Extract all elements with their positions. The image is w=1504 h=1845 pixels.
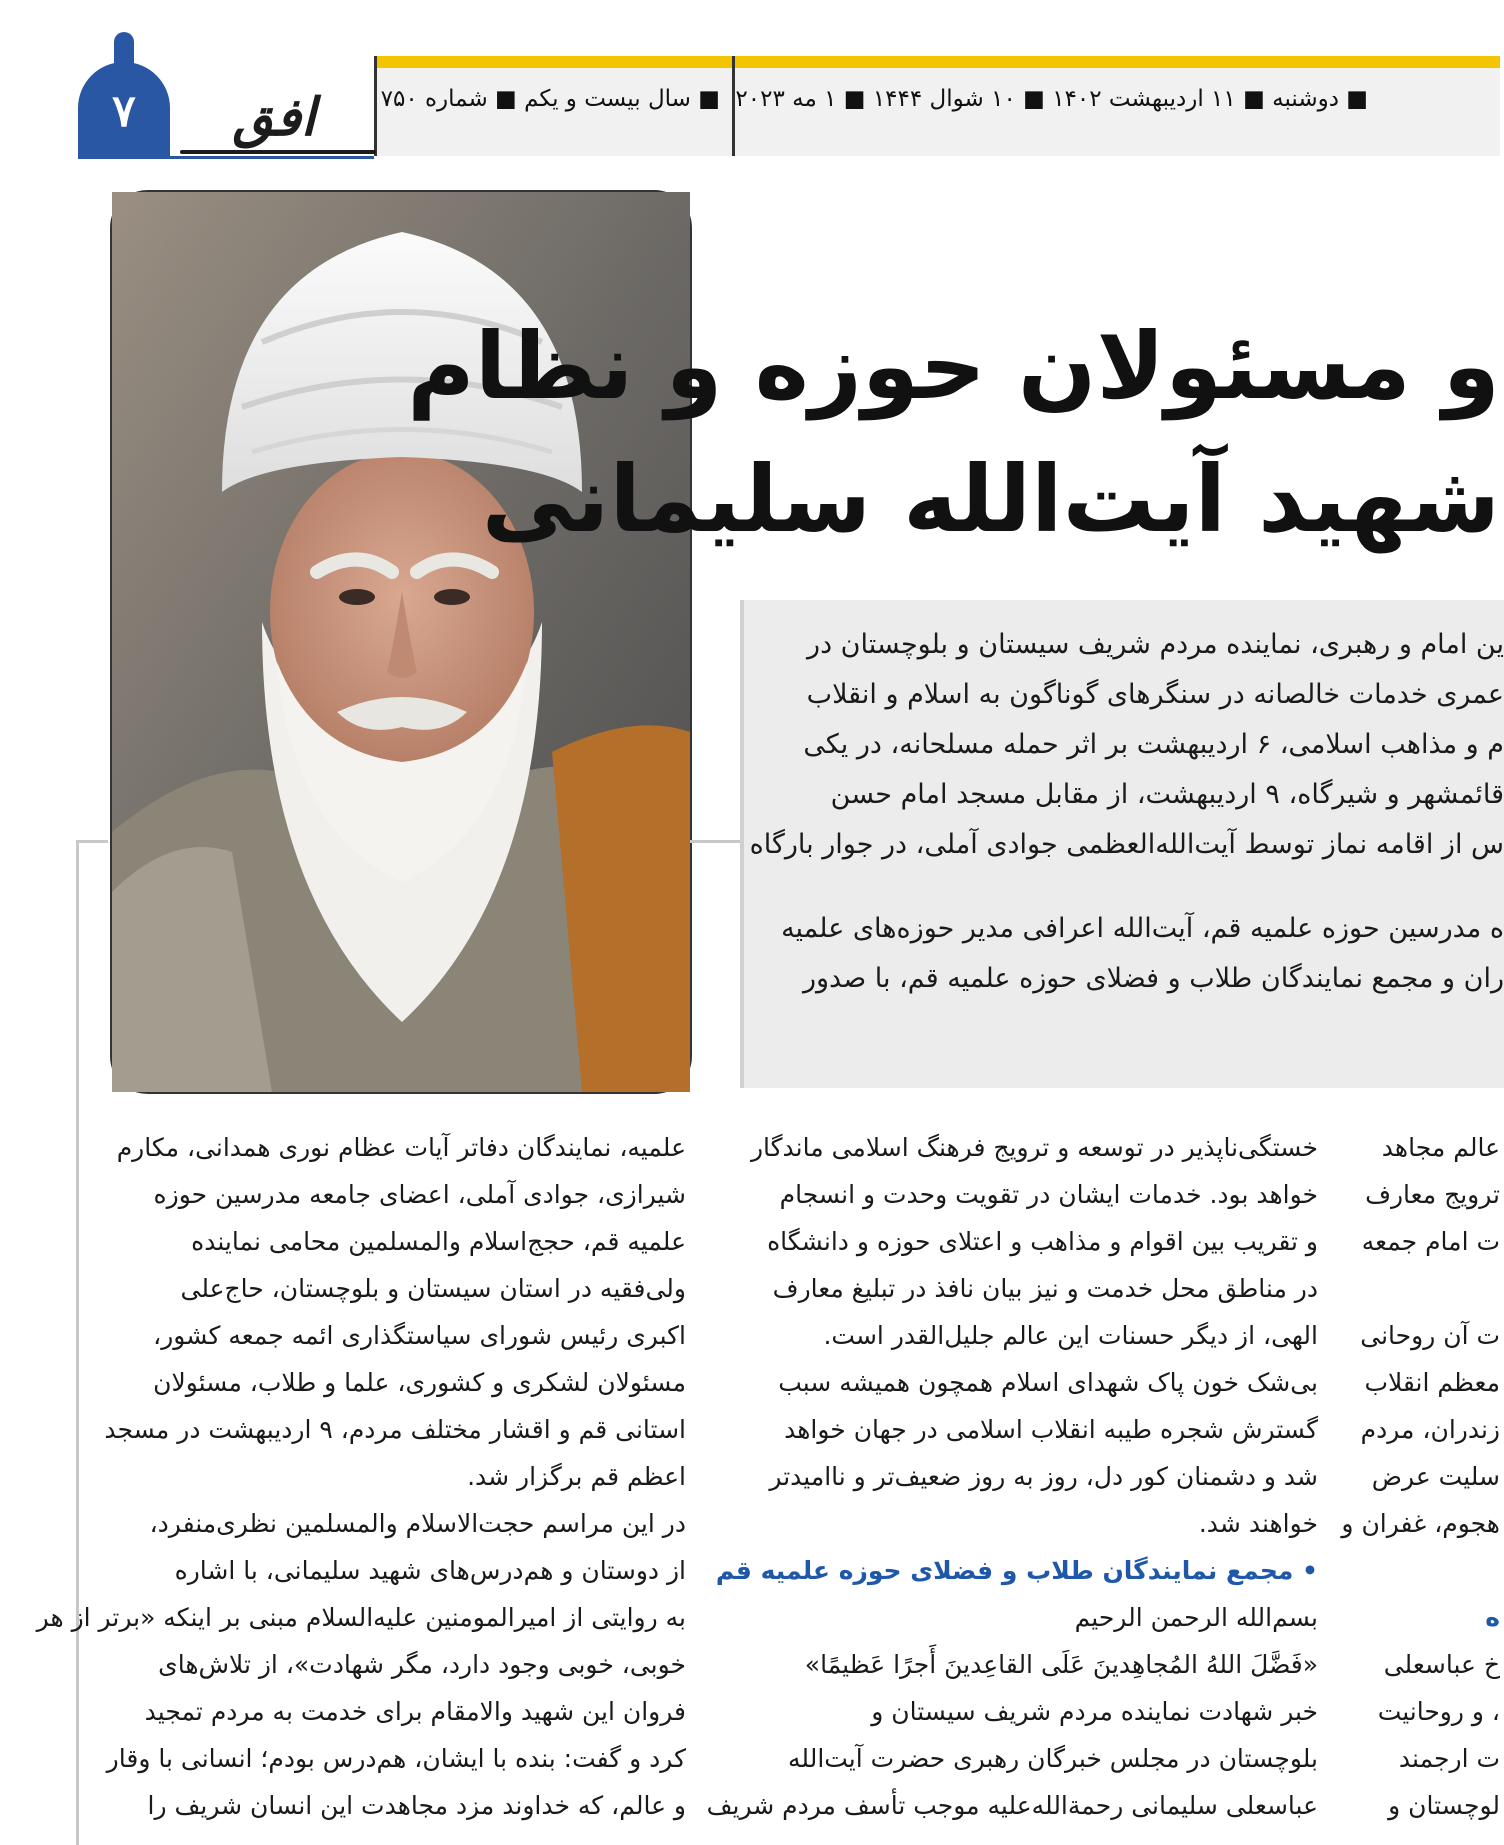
masthead-yellow-rule xyxy=(374,56,1500,68)
text-line: عباسعلی سلیمانی رحمة‌الله‌علیه موجب تأسف مردم شریف xyxy=(706,1791,1318,1820)
lead-box xyxy=(740,600,1504,1088)
text-line: قائمشهر و شیرگاه، ۹ اردیبهشت، از مقابل مسجد امام حسن xyxy=(830,779,1504,810)
section-subhead: • مجمع نمایندگان طلاب و فضلای حوزه علمیه قم xyxy=(715,1556,1318,1585)
page-number: ۷ xyxy=(112,86,136,137)
body-paragraph xyxy=(1362,1641,1500,1829)
body-paragraph xyxy=(96,1124,686,1500)
text-line: در این مراسم حجت‌الاسلام والمسلمین نظری‌منفرد، xyxy=(149,1509,686,1538)
column-middle xyxy=(706,1124,1318,1829)
text-line: ت ارجمند xyxy=(1398,1744,1500,1773)
text-line: ت آن روحانی xyxy=(1360,1321,1500,1350)
text-line: ‌زندران، مردم xyxy=(1360,1415,1500,1444)
body-paragraph xyxy=(1341,1312,1500,1547)
masthead-info-band xyxy=(374,68,1500,156)
text-line: عالم مجاهد xyxy=(1381,1133,1500,1162)
text-line: م و مذاهب اسلامی، ۶ اردیبهشت بر اثر حمله مسلحانه، در یکی xyxy=(803,729,1504,760)
masthead xyxy=(0,0,1500,160)
text-line: به روایتی از امیرالمومنین علیه‌السلام مبنی بر اینکه «برتر از هر xyxy=(36,1603,686,1632)
section-subhead: ه xyxy=(1485,1603,1500,1632)
text-line: علمیه، نمایندگان دفاتر آیات عظام نوری همدانی، مکارم xyxy=(116,1133,686,1162)
headline-line-1: و مسئولان حوزه و نظام xyxy=(407,313,1500,420)
text-line: خواهند شد. xyxy=(1198,1509,1318,1538)
text-line: ت امام جمعه xyxy=(1361,1227,1500,1256)
body-paragraph xyxy=(36,1500,686,1829)
lead-paragraph xyxy=(768,904,1504,1004)
text-line: هجوم، غفران و xyxy=(1341,1509,1500,1538)
newspaper-logo: افق xyxy=(232,87,316,148)
text-line: خواهد بود. خدمات ایشان در تقویت وحدت و انسجام xyxy=(779,1180,1318,1209)
page-number-badge xyxy=(78,62,170,158)
column-rule xyxy=(690,840,740,843)
quran-quote: «فَضَّلَ اللهُ المُجاهِدینَ عَلَی القاعِدینَ أَجرًا عَظیمًا» xyxy=(804,1650,1318,1679)
masthead-divider xyxy=(374,56,377,156)
text-line: استانی قم و اقشار مختلف مردم، ۹ اردیبهشت در مسجد xyxy=(104,1415,686,1444)
text-line: خوبی، خوبی وجود دارد، مگر شهادت»، از تلاش‌های xyxy=(158,1650,686,1679)
column-rule xyxy=(76,840,79,1845)
lead-text xyxy=(749,620,1504,1024)
text-line: خستگی‌ناپذیر در توسعه و ترویج فرهنگ اسلامی ماندگار xyxy=(750,1133,1318,1162)
text-line: شیرازی، جوادی آملی، اعضای جامعه مدرسین حوزه xyxy=(153,1180,686,1209)
body-paragraph xyxy=(706,1688,1318,1829)
text-line: کرد و گفت: بنده با ایشان، هم‌درس بودم؛ انسانی با وقار xyxy=(106,1744,686,1773)
column-right xyxy=(1341,1124,1500,1829)
text-line: ولی‌فقیه در استان سیستان و بلوچستان، حاج‌علی xyxy=(180,1274,686,1303)
basmala: بسم‌الله الرحمن الرحیم xyxy=(1074,1603,1318,1632)
text-line: ترویج معارف xyxy=(1365,1180,1500,1209)
text-line: فروان این شهید والامقام برای خدمت به مردم تمجید xyxy=(144,1697,686,1726)
text-line: عمری خدمات خالصانه در سنگرهای گوناگون به اسلام و انقلاب xyxy=(806,679,1504,710)
text-line: اعظم قم برگزار شد. xyxy=(467,1462,686,1491)
text-line: سلیت عرض xyxy=(1371,1462,1500,1491)
body-paragraph xyxy=(728,1124,1318,1547)
text-line: ین امام و رهبری، نماینده مردم شریف سیستان و بلوچستان در xyxy=(807,629,1504,660)
text-line: بی‌شک خون پاک شهدای اسلام همچون همیشه سبب xyxy=(778,1368,1318,1397)
text-line: ه مدرسین حوزه علمیه قم، آیت‌الله اعرافی مدیر حوزه‌های علمیه xyxy=(781,913,1504,944)
text-line: گسترش شجره طیبه انقلاب اسلامی در جهان خواهد xyxy=(784,1415,1318,1444)
text-line: خ عباسعلی xyxy=(1383,1650,1500,1679)
text-line: اکبری رئیس شورای سیاستگذاری ائمه جمعه کشور، xyxy=(153,1321,686,1350)
text-line: معظم انقلاب xyxy=(1364,1368,1500,1397)
lead-paragraph xyxy=(749,620,1504,870)
text-line: الهی، از دیگر حسنات این عالم جلیل‌القدر است. xyxy=(823,1321,1318,1350)
issue-info: ■ سال بیست و یکم ■ شماره ۷۵۰ xyxy=(380,86,720,112)
text-line: لوچستان و xyxy=(1388,1791,1500,1820)
text-line: از دوستان و هم‌درس‌های شهید سلیمانی، با اشاره xyxy=(174,1556,686,1585)
text-line: و عالم، که خداوند مزد مجاهدت این انسان شریف را xyxy=(147,1791,686,1820)
date-info: ■ دوشنبه ■ ۱۱ اردیبهشت ۱۴۰۲ ■ ۱۰ شوال ۱۴۴۴ ■ ۱ مه ۲۰۲۳ xyxy=(735,86,1368,112)
text-line: ران و مجمع نمایندگان طلاب و فضلای حوزه علمیه قم، با صدور xyxy=(802,963,1504,994)
text-line: علمیه قم، حجج‌اسلام والمسلمین محامی نماینده xyxy=(191,1227,686,1256)
column-left xyxy=(36,1124,686,1829)
text-line: مسئولان لشکری و کشوری، علما و طلاب، مسئولان xyxy=(153,1368,686,1397)
text-line: ، و روحانیت xyxy=(1377,1697,1500,1726)
text-line: بلوچستان در مجلس خبرگان رهبری حضرت آیت‌الله xyxy=(788,1744,1318,1773)
logo-flourish xyxy=(180,150,376,154)
text-line: س از اقامه نماز توسط آیت‌الله‌العظمی جوادی آملی، در جوار بارگاه xyxy=(749,829,1504,860)
headline-line-2: شهید آیت‌الله سلیمانی xyxy=(481,446,1500,553)
column-rule xyxy=(76,840,108,843)
text-line: خبر شهادت نماینده مردم شریف سیستان و xyxy=(871,1697,1318,1726)
text-line: و تقریب بین اقوام و مذاهب و اعتلای حوزه و دانشگاه xyxy=(767,1227,1318,1256)
text-line: شد و دشمنان کور دل، روز به روز ضعیف‌تر و ناامیدتر xyxy=(769,1462,1318,1491)
text-line: در مناطق محل خدمت و نیز بیان نافذ در تبلیغ معارف xyxy=(772,1274,1318,1303)
body-paragraph xyxy=(1362,1124,1500,1265)
